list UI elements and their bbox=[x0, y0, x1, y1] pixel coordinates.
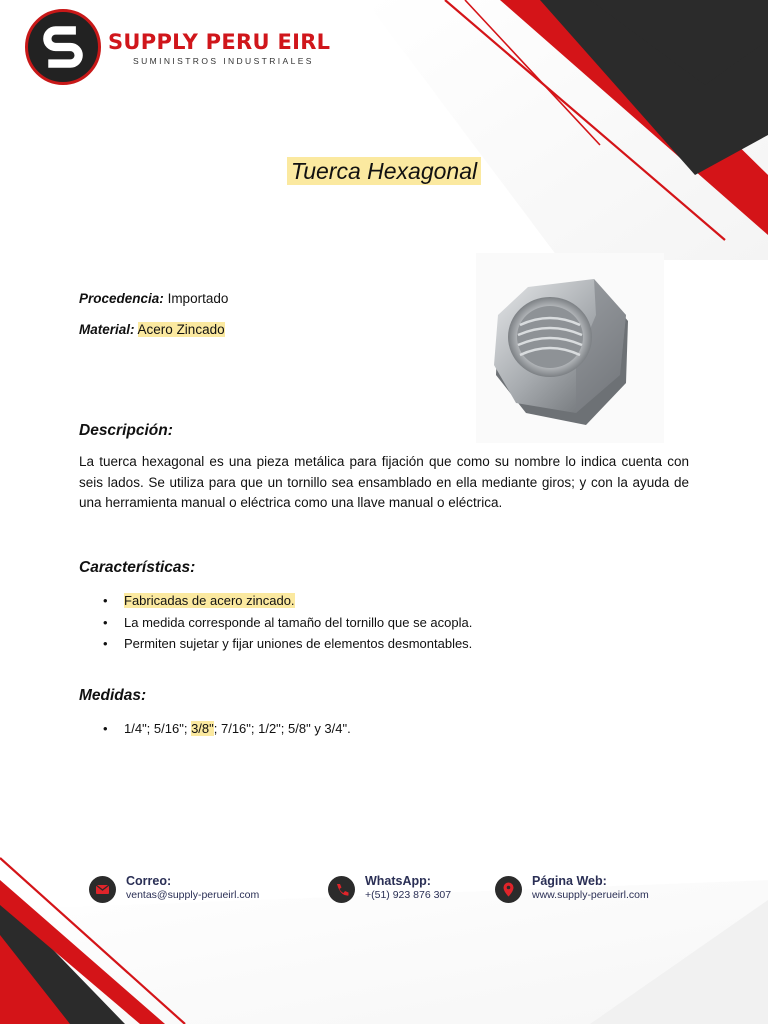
spec-procedencia bbox=[79, 291, 228, 306]
spec-material bbox=[79, 322, 225, 337]
medidas-list bbox=[79, 718, 351, 740]
procedencia-label: Procedencia: bbox=[79, 291, 164, 306]
caracteristicas-list bbox=[79, 590, 472, 655]
descripcion-text: La tuerca hexagonal es una pieza metálica para fijación que como su nombre lo indica cuenta con seis lados. Se utiliza para que un tornillo sea ensamblado en ella mediante giros; y con la ayuda de una herramienta manual o eléctrica como una llave manual o eléctrica. bbox=[79, 454, 689, 510]
whatsapp-value[interactable]: +(51) 923 876 307 bbox=[365, 889, 452, 901]
brand-name: SUPPLY PERU EIRL bbox=[108, 30, 331, 54]
material-label: Material: bbox=[79, 322, 135, 337]
material-value: Acero Zincado bbox=[137, 322, 225, 337]
brand-tagline: SUMINISTROS INDUSTRIALES bbox=[133, 56, 314, 66]
web-label: Página Web: bbox=[532, 874, 607, 888]
email-value[interactable]: ventas@supply-perueirl.com bbox=[126, 889, 260, 901]
web-value[interactable]: www.supply-perueirl.com bbox=[532, 889, 649, 901]
page-title-text: Tuerca Hexagonal bbox=[287, 157, 481, 185]
location-pin-icon bbox=[495, 876, 522, 903]
descripcion-heading: Descripción: bbox=[79, 422, 173, 439]
product-image bbox=[476, 253, 664, 443]
list-item: • 1/4"; 5/16"; 3/8"; 7/16"; 1/2"; 5/8" y 3/4". bbox=[103, 721, 351, 736]
whatsapp-label: WhatsApp: bbox=[365, 874, 431, 888]
hex-nut-image bbox=[476, 253, 664, 443]
list-item: • Permiten sujetar y fijar uniones de elementos desmontables. bbox=[103, 636, 473, 651]
phone-icon bbox=[328, 876, 355, 903]
s-logo-icon bbox=[28, 12, 98, 82]
medidas-heading: Medidas: bbox=[79, 687, 147, 704]
list-item: • La medida corresponde al tamaño del tornillo que se acopla. bbox=[103, 614, 473, 630]
page-title bbox=[0, 158, 768, 185]
list-item: • Fabricadas de acero zincado. bbox=[103, 593, 295, 608]
mail-icon bbox=[89, 876, 116, 903]
company-logo bbox=[25, 9, 101, 85]
procedencia-value: Importado bbox=[167, 291, 229, 306]
caracteristicas-heading: Características: bbox=[79, 559, 196, 576]
email-label: Correo: bbox=[126, 874, 172, 888]
